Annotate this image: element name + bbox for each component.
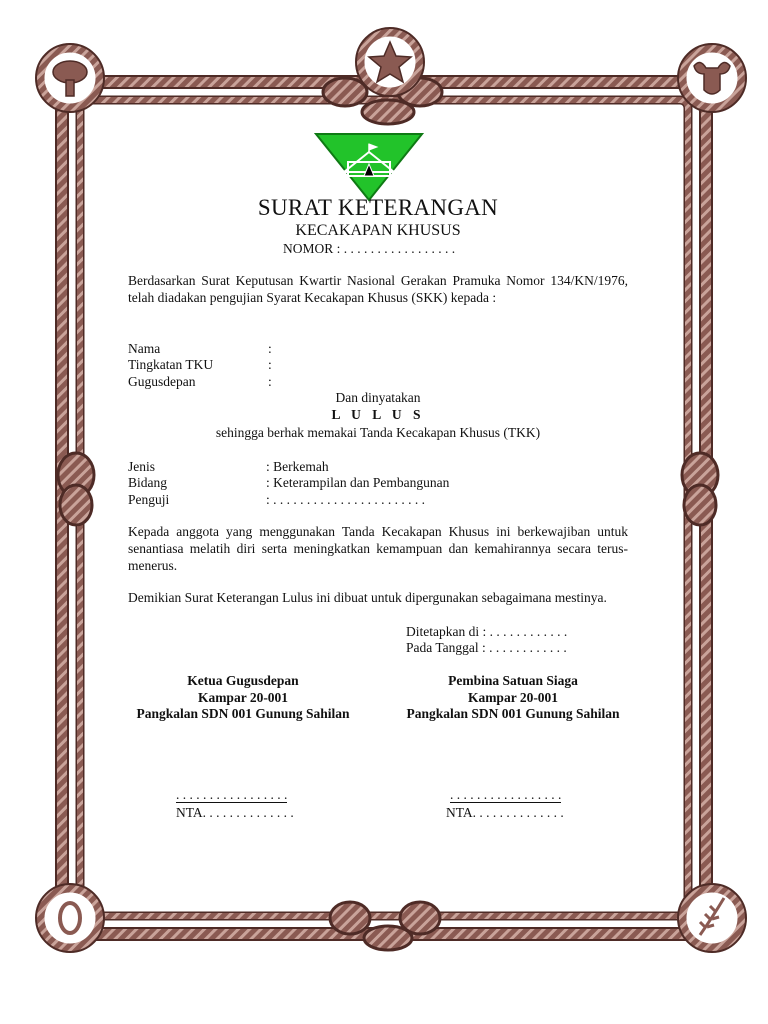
field-colon: :: [268, 341, 272, 356]
closing-paragraph: Demikian Surat Keterangan Lulus ini dibuat untuk dipergunakan sebagaimana mestinya.: [128, 590, 607, 605]
detail-label-jenis: Jenis: [128, 459, 155, 474]
signatory-left-unit: Kampar 20-001: [197, 690, 289, 705]
declaration-line: Dan dinyatakan: [335, 390, 421, 405]
result-lulus: L U L U S: [331, 407, 425, 422]
field-colon: :: [268, 357, 272, 372]
signatory-left-role: Ketua Gugusdepan: [187, 673, 299, 688]
signatory-right-base: Pangkalan SDN 001 Gunung Sahilan: [406, 706, 620, 721]
signatory-left-nta: NTA. . . . . . . . . . . . . .: [176, 805, 294, 820]
signatory-right-unit: Kampar 20-001: [467, 690, 559, 705]
obligation-paragraph: Kepada anggota yang menggunakan Tanda Kecakapan Khusus ini berkewajiban untuk senantiasa melatih diri serta meningkatkan kemampuan dan kemahirannya secara terus-menerus.: [128, 524, 628, 573]
issued-place: Ditetapkan di : . . . . . . . . . . . .: [406, 624, 568, 639]
detail-value-jenis: : Berkemah: [266, 459, 329, 474]
detail-value-penguji: : . . . . . . . . . . . . . . . . . . . . . . .: [266, 492, 426, 507]
intro-paragraph: Berdasarkan Surat Keputusan Kwartir Nasional Gerakan Pramuka Nomor 134/KN/1976, telah diadakan pengujian Syarat Kecakapan Khusus (SKK) kepada :: [128, 273, 628, 305]
detail-label-bidang: Bidang: [128, 475, 167, 490]
page-title: SURAT KETERANGAN: [257, 195, 499, 220]
issued-date: Pada Tanggal : . . . . . . . . . . . .: [406, 640, 567, 655]
page-subtitle: KECAKAPAN KHUSUS: [295, 222, 461, 239]
signatory-left-signature-line: . . . . . . . . . . . . . . . . .: [176, 787, 288, 802]
field-label-tingkatan: Tingkatan TKU: [128, 357, 214, 372]
field-label-gugusdepan: Gugusdepan: [128, 374, 196, 389]
signatory-right-role: Pembina Satuan Siaga: [448, 673, 578, 688]
signatory-left-base: Pangkalan SDN 001 Gunung Sahilan: [136, 706, 350, 721]
declaration-entitlement: sehingga berhak memakai Tanda Kecakapan Khusus (TKK): [215, 425, 541, 440]
field-colon: :: [268, 374, 272, 389]
document-number: NOMOR : . . . . . . . . . . . . . . . . .: [283, 241, 456, 256]
signatory-right-signature-line: . . . . . . . . . . . . . . . . .: [450, 787, 562, 802]
field-label-nama: Nama: [128, 341, 161, 356]
detail-value-bidang: : Keterampilan dan Pembangunan: [266, 475, 450, 490]
signatory-right-nta: NTA. . . . . . . . . . . . . .: [446, 805, 564, 820]
detail-label-penguji: Penguji: [128, 492, 170, 507]
